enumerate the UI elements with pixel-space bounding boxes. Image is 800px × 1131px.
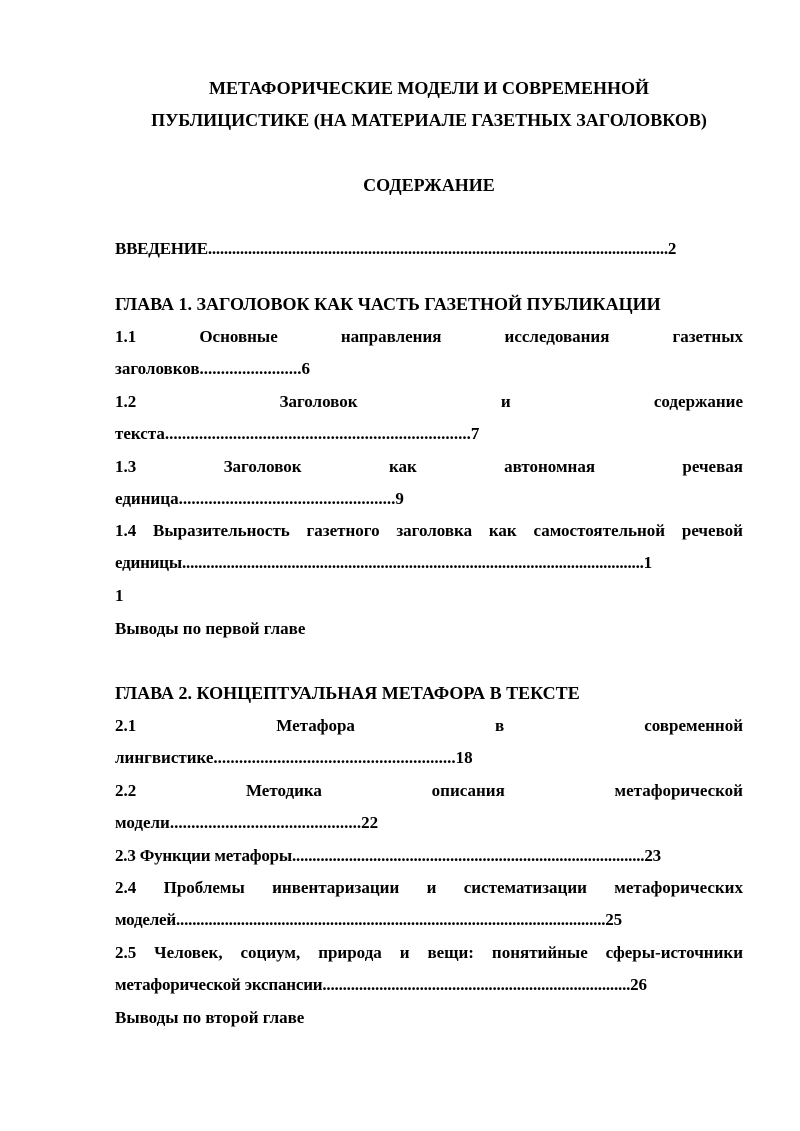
toc-entry-1-2-line-1 <box>115 386 743 418</box>
word: природа <box>318 943 382 962</box>
word: и <box>399 943 410 962</box>
word: понятийные <box>491 943 588 962</box>
toc-entry-1-1-line-1 <box>115 321 743 353</box>
word: современной <box>644 716 743 735</box>
word: речевой <box>681 521 743 540</box>
word: речевая <box>682 457 743 476</box>
word: сферы-источники <box>605 943 743 962</box>
word: Заголовок <box>279 392 358 411</box>
toc-entry-1-3-line-1 <box>115 451 743 483</box>
toc-entry-2-4-line-1 <box>115 872 743 904</box>
word: самостоятельной <box>533 521 666 540</box>
toc-entry-1-2-line-2: текста........................................................................7 <box>115 424 480 443</box>
toc-entry-1-4-line-2: единицы..................................................................................................................1 <box>115 553 652 572</box>
word: 1.1 <box>115 327 137 346</box>
word: метафорической <box>614 781 743 800</box>
toc-entry-2-1-line-1 <box>115 710 743 742</box>
toc-entry-2-5-line-2: метафорической экспансии............................................................................26 <box>115 975 647 994</box>
word: метафорических <box>614 878 743 897</box>
document-title-line-1: МЕТАФОРИЧЕСКИЕ МОДЕЛИ И СОВРЕМЕННОЙ <box>208 78 650 98</box>
toc-entry-1-4-line-3: 1 <box>115 586 124 605</box>
chapter2-heading: ГЛАВА 2. КОНЦЕПТУАЛЬНАЯ МЕТАФОРА В ТЕКСТЕ <box>115 683 580 703</box>
toc-entry-2-2-line-2: модели.............................................22 <box>115 813 379 832</box>
toc-entry-intro: ВВЕДЕНИЕ...................................................................................................................2 <box>115 239 677 258</box>
word: исследования <box>504 327 610 346</box>
word: направления <box>340 327 442 346</box>
word: как <box>488 521 517 540</box>
word: систематизации <box>463 878 587 897</box>
word: 2.2 <box>115 781 137 800</box>
toc-entry-1-4-line-1 <box>115 515 743 547</box>
word: и <box>500 392 511 411</box>
word: газетного <box>306 521 380 540</box>
word: газетных <box>672 327 743 346</box>
word: Выразительность <box>153 521 290 540</box>
word: 1.3 <box>115 457 137 476</box>
toc-entry-2-4-line-2: моделей..........................................................................................................25 <box>115 910 622 929</box>
word: в <box>494 716 505 735</box>
toc-entry-1-1-line-2: заголовков........................6 <box>115 359 311 378</box>
toc-entry-1-3-line-2: единица...................................................9 <box>115 489 404 508</box>
word: Основные <box>199 327 278 346</box>
word: Методика <box>245 781 322 800</box>
word: и <box>426 878 437 897</box>
word: 1.2 <box>115 392 137 411</box>
toc-heading: СОДЕРЖАНИЕ <box>363 175 495 195</box>
word: 2.4 <box>115 878 137 897</box>
word: как <box>388 457 417 476</box>
word: Проблемы <box>163 878 245 897</box>
word: автономная <box>504 457 596 476</box>
toc-entry-2-3: 2.3 Функции метафоры.......................................................................................23 <box>115 846 661 865</box>
toc-entry-2-1-line-2: лингвистике.........................................................18 <box>115 748 473 767</box>
word: 2.5 <box>115 943 137 962</box>
word: инвентаризации <box>272 878 400 897</box>
document-title-line-2: ПУБЛИЦИСТИКЕ (НА МАТЕРИАЛЕ ГАЗЕТНЫХ ЗАГОЛОВКОВ) <box>151 110 707 130</box>
word: Метафора <box>276 716 355 735</box>
word: содержание <box>653 392 743 411</box>
chapter1-conclusion: Выводы по первой главе <box>115 619 306 638</box>
chapter1-heading: ГЛАВА 1. ЗАГОЛОВОК КАК ЧАСТЬ ГАЗЕТНОЙ ПУБЛИКАЦИИ <box>115 294 661 314</box>
word: вещи: <box>427 943 474 962</box>
word: социум, <box>240 943 301 962</box>
word: 2.1 <box>115 716 137 735</box>
word: Человек, <box>154 943 223 962</box>
word: заголовка <box>396 521 473 540</box>
chapter2-conclusion: Выводы по второй главе <box>115 1008 305 1027</box>
word: 1.4 <box>115 521 137 540</box>
toc-entry-2-5-line-1 <box>115 937 743 969</box>
word: Заголовок <box>223 457 302 476</box>
toc-entry-2-2-line-1 <box>115 775 743 807</box>
word: описания <box>431 781 505 800</box>
